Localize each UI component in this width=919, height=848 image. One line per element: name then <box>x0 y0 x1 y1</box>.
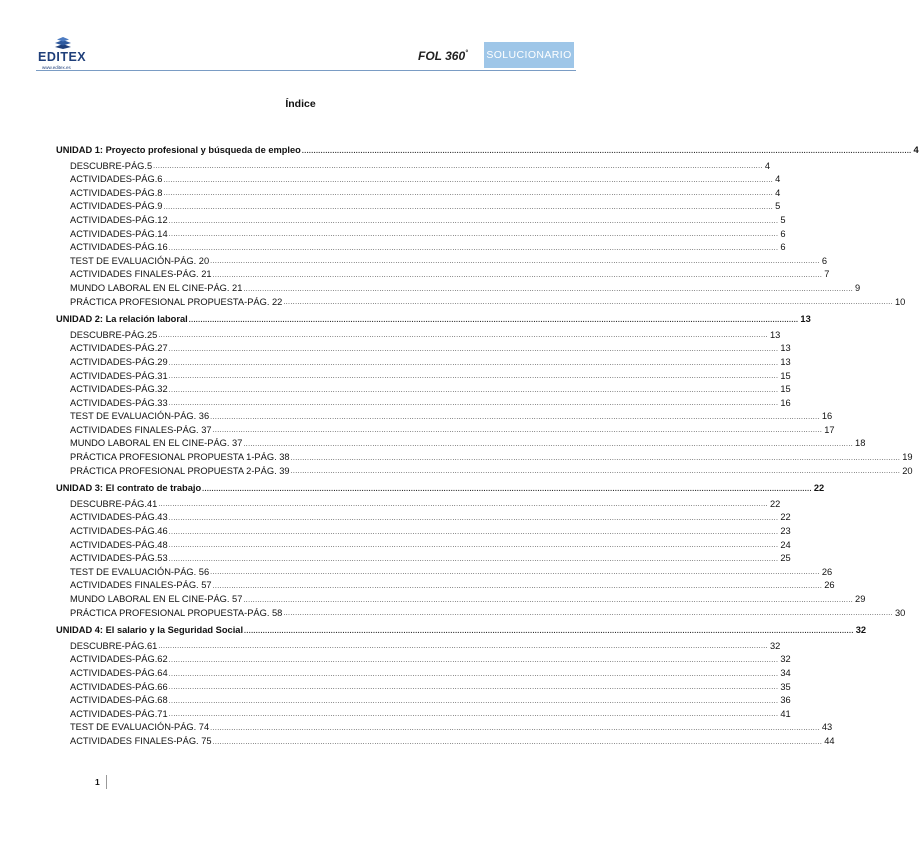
toc-entry-page: 26 <box>821 566 833 577</box>
toc-entry[interactable] <box>56 187 781 201</box>
toc-entry-page: 6 <box>780 228 786 239</box>
toc-dot-leader: .................................................................................................................................................................................................................................................................... <box>168 656 779 664</box>
toc-entry-label: ACTIVIDADES-PÁG.27 <box>70 343 168 354</box>
toc-entry[interactable] <box>56 383 791 397</box>
toc-entry-label: MUNDO LABORAL EN EL CINE-PÁG. 57 <box>70 594 243 604</box>
toc-dot-leader: .................................................................................................................................................................................................................................................................... <box>202 485 812 493</box>
toc-entry-page: 15 <box>780 370 791 381</box>
toc-dot-leader: .................................................................................................................................................................................................................................................................... <box>212 271 823 279</box>
toc-entry[interactable] <box>56 200 781 214</box>
toc-entry-page: 17 <box>824 424 835 435</box>
toc-entry[interactable] <box>56 356 791 370</box>
toc-entry-label: DESCUBRE-PÁG.41 <box>70 498 158 509</box>
toc-entry[interactable] <box>56 552 791 566</box>
toc-entry[interactable] <box>56 539 791 553</box>
toc-entry[interactable] <box>56 579 835 593</box>
toc-entry-page: 34 <box>780 667 791 678</box>
toc-dot-leader: .................................................................................................................................................................................................................................................................... <box>158 643 768 651</box>
toc-entry-page: 22 <box>769 498 781 509</box>
toc-dot-leader: .................................................................................................................................................................................................................................................................... <box>168 244 779 252</box>
toc-entry-label: DESCUBRE-PÁG.61 <box>70 640 158 651</box>
toc-entry[interactable] <box>56 214 786 228</box>
toc-entry[interactable] <box>56 173 781 187</box>
toc-entry-page: 9 <box>855 282 861 293</box>
toc-entry[interactable] <box>56 593 866 607</box>
toc-entry[interactable] <box>56 640 781 654</box>
toc-entry-page: 29 <box>855 594 866 604</box>
toc-entry-page: 10 <box>895 296 906 307</box>
toc-entry-page: 6 <box>780 242 786 253</box>
toc-entry-label: ACTIVIDADES-PÁG.32 <box>70 384 168 395</box>
toc-entry[interactable] <box>56 667 791 681</box>
toc-entry-page: 22 <box>813 483 825 494</box>
toc-entry-page: 36 <box>780 695 791 706</box>
toc-entry-page: 25 <box>780 553 791 564</box>
toc-entry-page: 32 <box>780 654 791 665</box>
toc-entry-page: 26 <box>824 580 835 591</box>
toc-entry-page: 20 <box>902 465 913 476</box>
toc-entry-page: 4 <box>764 160 770 171</box>
toc-entry-page: 16 <box>821 411 833 422</box>
toc-entry-label: ACTIVIDADES-PÁG.53 <box>70 553 168 564</box>
toc-dot-leader: .................................................................................................................................................................................................................................................................... <box>158 332 768 340</box>
toc-dot-leader: .................................................................................................................................................................................................................................................................... <box>168 528 779 536</box>
toc-entry-label: ACTIVIDADES-PÁG.8 <box>70 187 163 198</box>
toc-entry-label: ACTIVIDADES-PÁG.46 <box>70 526 168 537</box>
toc-dot-leader: .................................................................................................................................................................................................................................................................... <box>168 217 779 225</box>
toc-dot-leader: .................................................................................................................................................................................................................................................................... <box>243 441 854 449</box>
toc-dot-leader: .................................................................................................................................................................................................................................................................... <box>168 542 779 550</box>
toc-dot-leader: .................................................................................................................................................................................................................................................................... <box>168 670 779 678</box>
toc-entry-label: ACTIVIDADES-PÁG.29 <box>70 356 168 367</box>
toc-entry-label: ACTIVIDADES-PÁG.31 <box>70 370 168 381</box>
toc-entry-label: TEST DE EVALUACIÓN-PÁG. 36 <box>70 411 210 422</box>
toc-entry-page: 23 <box>780 526 791 537</box>
toc-entry[interactable] <box>56 255 827 269</box>
toc-entry-label: TEST DE EVALUACIÓN-PÁG. 74 <box>70 722 210 733</box>
toc-dot-leader: .................................................................................................................................................................................................................................................................... <box>210 569 820 577</box>
toc-dot-leader: .................................................................................................................................................................................................................................................................... <box>210 258 820 266</box>
toc-entry-label: UNIDAD 3: El contrato de trabajo <box>56 483 202 494</box>
toc-entry[interactable] <box>56 694 791 708</box>
footer-rule <box>106 775 107 789</box>
toc-entry-label: MUNDO LABORAL EN EL CINE-PÁG. 21 <box>70 282 243 293</box>
toc-entry-label: PRÁCTICA PROFESIONAL PROPUESTA 1-PÁG. 38 <box>70 452 290 463</box>
toc-entry-label: MUNDO LABORAL EN EL CINE-PÁG. 37 <box>70 438 243 449</box>
toc-dot-leader: .................................................................................................................................................................................................................................................................... <box>163 190 774 198</box>
toc-entry-page: 5 <box>775 201 781 212</box>
toc-entry-page: 4 <box>775 174 781 185</box>
toc-entry-page: 4 <box>775 187 781 198</box>
toc-entry[interactable] <box>56 329 781 343</box>
toc-dot-leader: .................................................................................................................................................................................................................................................................... <box>290 468 901 476</box>
toc-entry[interactable] <box>56 228 786 242</box>
toc-dot-leader: .................................................................................................................................................................................................................................................................... <box>168 697 779 705</box>
toc-entry[interactable] <box>56 607 906 621</box>
toc-entry-label: PRÁCTICA PROFESIONAL PROPUESTA-PÁG. 58 <box>70 607 283 618</box>
toc-entry[interactable] <box>56 397 791 411</box>
toc-dot-leader: .................................................................................................................................................................................................................................................................... <box>243 596 854 604</box>
toc-entry[interactable] <box>56 370 791 384</box>
toc-entry[interactable] <box>56 653 791 667</box>
brand-name: EDITEX <box>38 50 87 64</box>
toc-entry-label: ACTIVIDADES-PÁG.6 <box>70 174 163 185</box>
toc-dot-leader: .................................................................................................................................................................................................................................................................... <box>168 684 779 692</box>
toc-unit-entry[interactable] <box>56 482 825 496</box>
toc-entry-label: PRÁCTICA PROFESIONAL PROPUESTA-PÁG. 22 <box>70 296 283 307</box>
toc-entry-page: 32 <box>855 625 867 636</box>
toc-dot-leader: .................................................................................................................................................................................................................................................................... <box>168 400 779 408</box>
toc-dot-leader: .................................................................................................................................................................................................................................................................... <box>163 176 774 184</box>
toc-entry-label: ACTIVIDADES-PÁG.33 <box>70 397 168 408</box>
toc-entry[interactable] <box>56 681 791 695</box>
toc-entry-label: PRÁCTICA PROFESIONAL PROPUESTA 2-PÁG. 39 <box>70 465 290 476</box>
toc-dot-leader: .................................................................................................................................................................................................................................................................... <box>212 427 823 435</box>
toc-entry[interactable] <box>56 721 833 735</box>
toc-dot-leader: .................................................................................................................................................................................................................................................................... <box>210 724 820 732</box>
toc-entry-label: ACTIVIDADES-PÁG.43 <box>70 512 168 523</box>
brand-url: www.editex.es <box>42 65 71 70</box>
toc-entry-label: ACTIVIDADES-PÁG.68 <box>70 695 168 706</box>
toc-entry-page: 35 <box>780 681 791 692</box>
toc-entry-label: ACTIVIDADES-PÁG.12 <box>70 214 168 225</box>
toc-entry-label: ACTIVIDADES-PÁG.14 <box>70 228 168 239</box>
toc-entry-label: TEST DE EVALUACIÓN-PÁG. 56 <box>70 566 210 577</box>
toc-entry-page: 6 <box>821 255 827 266</box>
toc-entry-page: 5 <box>780 214 786 225</box>
toc-entry-page: 13 <box>769 329 781 340</box>
toc-entry-page: 44 <box>824 735 835 746</box>
toc-entry[interactable] <box>56 342 791 356</box>
toc-dot-leader: .................................................................................................................................................................................................................................................................... <box>283 610 893 618</box>
toc-entry-page: 13 <box>780 356 791 367</box>
toc-entry[interactable] <box>56 437 866 451</box>
toc-unit-entry[interactable] <box>56 313 811 327</box>
toc-dot-leader: .................................................................................................................................................................................................................................................................... <box>243 285 854 293</box>
toc-dot-leader: .................................................................................................................................................................................................................................................................... <box>168 515 779 523</box>
toc-entry-page: 24 <box>780 539 791 550</box>
toc-entry-label: DESCUBRE-PÁG.5 <box>70 160 153 171</box>
toc-entry[interactable] <box>56 410 833 424</box>
page-number: 1 <box>95 777 100 787</box>
toc-dot-leader: .................................................................................................................................................................................................................................................................... <box>168 711 779 719</box>
toc-unit-entry[interactable] <box>56 624 867 638</box>
toc-entry-page: 4 <box>913 145 919 155</box>
toc-dot-leader: .................................................................................................................................................................................................................................................................... <box>212 583 823 590</box>
index-title: Índice <box>285 98 316 110</box>
toc-entry-label: ACTIVIDADES-PÁG.48 <box>70 539 168 550</box>
toc-entry-label: ACTIVIDADES-PÁG.9 <box>70 201 163 212</box>
toc-entry-page: 19 <box>902 452 913 463</box>
toc-entry[interactable] <box>56 465 913 479</box>
toc-entry-page: 22 <box>780 512 791 523</box>
toc-dot-leader: .................................................................................................................................................................................................................................................................... <box>210 413 820 421</box>
table-of-contents <box>56 140 919 749</box>
toc-entry[interactable] <box>56 511 791 525</box>
editex-logo <box>38 36 98 74</box>
toc-dot-leader: .................................................................................................................................................................................................................................................................... <box>153 163 763 171</box>
toc-entry-label: UNIDAD 1: Proyecto profesional y búsqueda de empleo <box>56 145 301 155</box>
toc-entry-label: TEST DE EVALUACIÓN-PÁG. 20 <box>70 255 210 266</box>
toc-dot-leader: .................................................................................................................................................................................................................................................................... <box>168 345 779 353</box>
toc-entry[interactable] <box>56 451 913 465</box>
toc-entry[interactable] <box>56 498 781 512</box>
toc-entry[interactable] <box>56 268 830 282</box>
toc-entry-page: 30 <box>895 607 906 618</box>
toc-dot-leader: .................................................................................................................................................................................................................................................................... <box>163 203 774 211</box>
toc-entry-label: ACTIVIDADES-PÁG.16 <box>70 242 168 253</box>
toc-entry-label: ACTIVIDADES-PÁG.66 <box>70 681 168 692</box>
toc-entry-page: 15 <box>780 384 791 395</box>
book-title <box>418 49 468 63</box>
toc-entry-page: 41 <box>780 708 791 719</box>
toc-dot-leader: .................................................................................................................................................................................................................................................................... <box>158 501 768 509</box>
toc-dot-leader: .................................................................................................................................................................................................................................................................... <box>283 299 893 307</box>
toc-entry[interactable] <box>56 708 791 722</box>
header-rule <box>36 70 576 71</box>
toc-dot-leader: .................................................................................................................................................................................................................................................................... <box>301 147 912 155</box>
toc-entry[interactable] <box>56 296 906 310</box>
toc-entry[interactable] <box>56 160 770 174</box>
toc-entry[interactable] <box>56 525 791 539</box>
toc-unit-entry[interactable] <box>56 144 919 158</box>
toc-entry-page: 16 <box>780 397 791 408</box>
toc-entry-label: UNIDAD 2: La relación laboral <box>56 314 188 325</box>
toc-entry-label: ACTIVIDADES FINALES-PÁG. 75 <box>70 735 212 746</box>
toc-entry-page: 13 <box>780 343 791 354</box>
toc-dot-leader: .................................................................................................................................................................................................................................................................... <box>168 231 779 239</box>
toc-entry-label: DESCUBRE-PÁG.25 <box>70 329 158 340</box>
toc-entry-label: ACTIVIDADES-PÁG.64 <box>70 667 168 678</box>
toc-entry[interactable] <box>56 424 835 438</box>
toc-entry-label: ACTIVIDADES FINALES-PÁG. 57 <box>70 580 212 591</box>
toc-dot-leader: .................................................................................................................................................................................................................................................................... <box>244 627 854 635</box>
toc-entry-label: ACTIVIDADES-PÁG.71 <box>70 708 168 719</box>
toc-dot-leader: .................................................................................................................................................................................................................................................................... <box>168 359 779 367</box>
toc-dot-leader: .................................................................................................................................................................................................................................................................... <box>168 555 779 563</box>
toc-entry-label: ACTIVIDADES-PÁG.62 <box>70 654 168 665</box>
book-title-mark: ° <box>465 50 468 57</box>
toc-entry-label: ACTIVIDADES FINALES-PÁG. 21 <box>70 269 212 280</box>
toc-dot-leader: .................................................................................................................................................................................................................................................................... <box>168 386 779 394</box>
toc-entry-page: 7 <box>824 269 830 280</box>
toc-entry-page: 18 <box>855 438 866 449</box>
book-title-text: FOL 360 <box>418 49 466 63</box>
toc-entry[interactable] <box>56 566 833 580</box>
toc-entry-label: UNIDAD 4: El salario y la Seguridad Social <box>56 625 244 636</box>
toc-entry-page: 13 <box>800 314 811 325</box>
toc-entry-page: 32 <box>769 640 781 651</box>
toc-dot-leader: .................................................................................................................................................................................................................................................................... <box>290 454 901 462</box>
solucionario-badge: SOLUCIONARIO <box>484 42 574 68</box>
toc-entry[interactable] <box>56 282 861 296</box>
toc-entry-page: 43 <box>821 722 833 733</box>
toc-entry[interactable] <box>56 241 786 255</box>
toc-entry[interactable] <box>56 735 835 749</box>
book-stack-icon <box>52 36 74 50</box>
toc-dot-leader: .................................................................................................................................................................................................................................................................... <box>168 373 779 381</box>
toc-entry-label: ACTIVIDADES FINALES-PÁG. 37 <box>70 424 212 435</box>
toc-dot-leader: .................................................................................................................................................................................................................................................................... <box>212 738 823 746</box>
toc-dot-leader: .................................................................................................................................................................................................................................................................... <box>188 316 799 324</box>
